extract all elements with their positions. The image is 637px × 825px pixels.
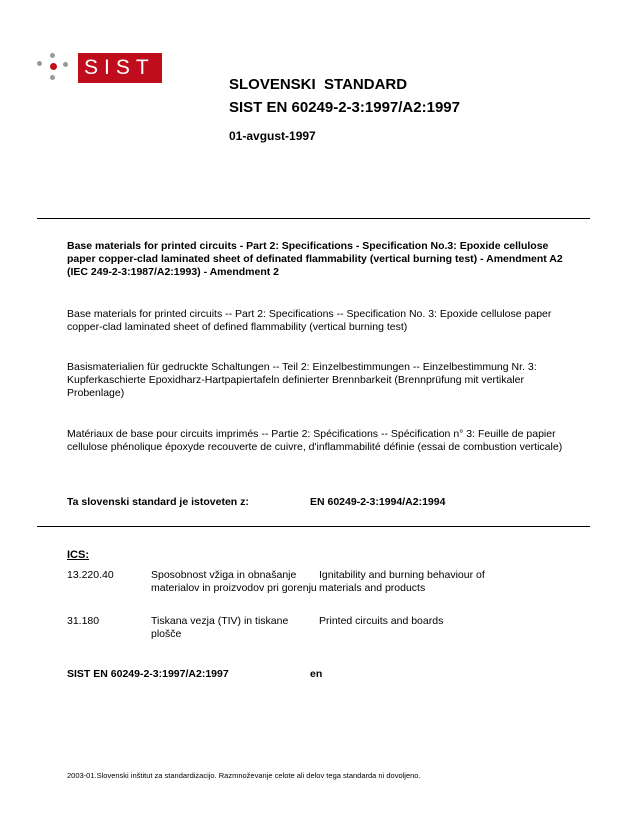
logo-dots-icon bbox=[37, 53, 71, 83]
header-date: 01-avgust-1997 bbox=[229, 129, 316, 143]
header-standard-code: SIST EN 60249-2-3:1997/A2:1997 bbox=[229, 99, 460, 116]
title-english: Base materials for printed circuits -- Part 2: Specifications -- Specification No. 3: Epoxide cellulose paper copper-clad laminated sheet of defined flammability (vertical burning test) bbox=[67, 308, 552, 333]
ics-description-sl: Tiskana vezja (TIV) in tiskane plošče bbox=[151, 615, 289, 640]
divider-top bbox=[37, 218, 590, 219]
ics-row bbox=[67, 569, 507, 611]
ics-row bbox=[67, 615, 507, 645]
footer-copyright: 2003-01.Slovenski inštitut za standardizacijo. Razmnoževanje celote ali delov tega standarda ni dovoljeno. bbox=[67, 771, 421, 780]
identical-label: Ta slovenski standard je istoveten z: bbox=[67, 496, 249, 508]
divider-middle bbox=[37, 526, 590, 527]
ics-description-en: Ignitability and burning behaviour of materials and products bbox=[319, 569, 485, 594]
language-code: en bbox=[310, 668, 323, 680]
identical-value: EN 60249-2-3:1994/A2:1994 bbox=[310, 496, 446, 508]
logo: SIST bbox=[78, 53, 162, 83]
ics-description-sl: Sposobnost vžiga in obnašanje materialov in proizvodov pri gorenju bbox=[151, 569, 317, 594]
title-main: Base materials for printed circuits - Part 2: Specifications - Specification No.3: Epoxide cellulose paper copper-clad laminated sheet of definated flammability (vertical burning test) - Amendment A2 (IEC 249-2-3:1987/A2:1993) - Amendment 2 bbox=[67, 240, 563, 278]
ics-code: 31.180 bbox=[67, 615, 100, 627]
title-french: Matériaux de base pour circuits imprimés -- Partie 2: Spécifications -- Spécification n° 3: Feuille de papier cellulose phénolique époxyde recouverte de cuivre, d'inflammabilité définie (essai de combustion verticale) bbox=[67, 428, 563, 453]
ics-description-en: Printed circuits and boards bbox=[319, 615, 444, 627]
ics-code: 13.220.40 bbox=[67, 569, 114, 581]
standard-code-bottom: SIST EN 60249-2-3:1997/A2:1997 bbox=[67, 668, 229, 680]
header-standard-type: SLOVENSKI STANDARD bbox=[229, 76, 408, 93]
title-german: Basismaterialien für gedruckte Schaltungen -- Teil 2: Einzelbestimmungen -- Einzelbestimmung Nr. 3: Kupferkaschierte Epoxidharz-Hartpapiertafeln definierter Brennbarkeit (Brennprüfung mit vertikaler Probenlage) bbox=[67, 361, 537, 399]
ics-label: ICS: bbox=[67, 549, 89, 561]
